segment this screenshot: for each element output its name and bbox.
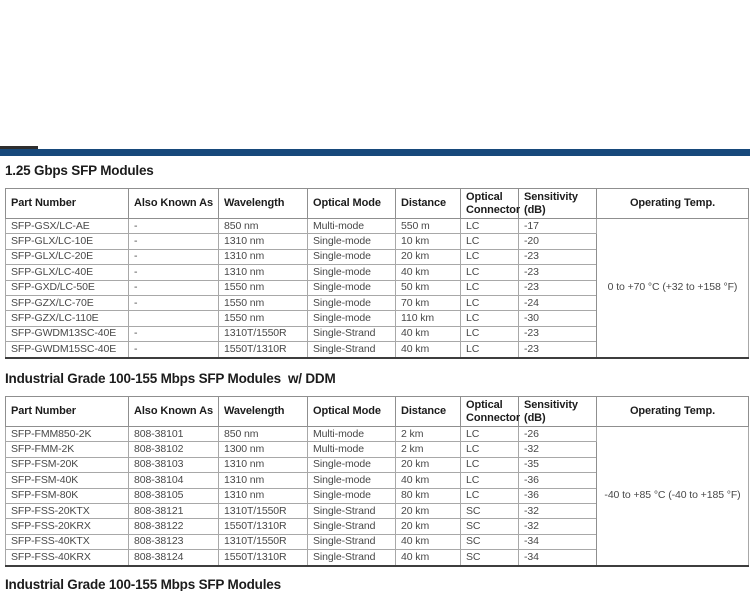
table-cell: - bbox=[129, 295, 219, 310]
table-cell: 850 nm bbox=[219, 219, 308, 234]
column-header: Part Number bbox=[6, 397, 129, 427]
table-cell: 550 m bbox=[396, 219, 461, 234]
table-cell: 1300 nm bbox=[219, 442, 308, 457]
table-cell: 1310T/1550R bbox=[219, 503, 308, 518]
table-cell: Single-mode bbox=[308, 265, 396, 280]
table-row bbox=[6, 427, 749, 442]
table-cell: LC bbox=[461, 326, 519, 341]
table-cell: Single-Strand bbox=[308, 503, 396, 518]
table-cell: 2 km bbox=[396, 427, 461, 442]
table-cell: Single-Strand bbox=[308, 550, 396, 566]
table-cell: LC bbox=[461, 311, 519, 326]
table-cell: - bbox=[129, 234, 219, 249]
table-cell: 10 km bbox=[396, 234, 461, 249]
column-header: Operating Temp. bbox=[597, 189, 749, 219]
column-header: Part Number bbox=[6, 189, 129, 219]
table-cell: -34 bbox=[519, 534, 597, 549]
table-cell: SFP-FMM-2K bbox=[6, 442, 129, 457]
table-cell: Single-Strand bbox=[308, 519, 396, 534]
table-cell: -32 bbox=[519, 503, 597, 518]
table-cell: SC bbox=[461, 519, 519, 534]
table-cell: LC bbox=[461, 427, 519, 442]
table-cell: 808-38121 bbox=[129, 503, 219, 518]
table-cell: -23 bbox=[519, 326, 597, 341]
table-cell: 1310T/1550R bbox=[219, 326, 308, 341]
table-cell: 808-38123 bbox=[129, 534, 219, 549]
table-cell: 808-38103 bbox=[129, 457, 219, 472]
table-cell: 1550T/1310R bbox=[219, 519, 308, 534]
table-cell: -36 bbox=[519, 488, 597, 503]
table-cell: - bbox=[129, 265, 219, 280]
operating-temp-cell: 0 to +70 °C (+32 to +158 °F) bbox=[597, 219, 749, 358]
table-row bbox=[6, 219, 749, 234]
table-cell: 808-38104 bbox=[129, 473, 219, 488]
table-cell: 20 km bbox=[396, 519, 461, 534]
table-cell: LC bbox=[461, 442, 519, 457]
table-cell: Multi-mode bbox=[308, 219, 396, 234]
table-cell: 1310 nm bbox=[219, 249, 308, 264]
table-cell: -17 bbox=[519, 219, 597, 234]
table-cell: 808-38124 bbox=[129, 550, 219, 566]
table-cell: 40 km bbox=[396, 342, 461, 358]
table-cell: Single-Strand bbox=[308, 326, 396, 341]
table-cell: 1550T/1310R bbox=[219, 342, 308, 358]
column-header: Wavelength bbox=[219, 397, 308, 427]
table-cell: LC bbox=[461, 342, 519, 358]
table-cell: 70 km bbox=[396, 295, 461, 310]
table-cell: 1550 nm bbox=[219, 311, 308, 326]
table-cell: 808-38101 bbox=[129, 427, 219, 442]
table-cell: 20 km bbox=[396, 503, 461, 518]
table-cell: Multi-mode bbox=[308, 427, 396, 442]
column-header: Distance bbox=[396, 397, 461, 427]
header-row bbox=[6, 397, 749, 427]
table-cell: Single-mode bbox=[308, 280, 396, 295]
table-cell: SFP-FSS-20KTX bbox=[6, 503, 129, 518]
table-cell: SFP-FSS-40KTX bbox=[6, 534, 129, 549]
sfp-modules-table-125gbps bbox=[5, 188, 749, 359]
column-header: Optical Connector bbox=[461, 397, 519, 427]
table-cell: SFP-GLX/LC-10E bbox=[6, 234, 129, 249]
table-cell: Multi-mode bbox=[308, 442, 396, 457]
table-cell: 40 km bbox=[396, 550, 461, 566]
operating-temp-cell: -40 to +85 °C (-40 to +185 °F) bbox=[597, 427, 749, 566]
table-cell: 1310 nm bbox=[219, 265, 308, 280]
table-cell: Single-mode bbox=[308, 234, 396, 249]
table-cell: SFP-FSM-40K bbox=[6, 473, 129, 488]
column-header: Optical Mode bbox=[308, 189, 396, 219]
column-header: Operating Temp. bbox=[597, 397, 749, 427]
section-title-125gbps-sfp-modules: 1.25 Gbps SFP Modules bbox=[5, 163, 154, 178]
table-cell: 110 km bbox=[396, 311, 461, 326]
table-cell: 850 nm bbox=[219, 427, 308, 442]
table-cell: SFP-GZX/LC-110E bbox=[6, 311, 129, 326]
column-header: Also Known As bbox=[129, 397, 219, 427]
table-cell bbox=[129, 311, 219, 326]
column-header: Sensitivity (dB) bbox=[519, 397, 597, 427]
table-cell: LC bbox=[461, 265, 519, 280]
table-cell: LC bbox=[461, 219, 519, 234]
table-cell: 808-38105 bbox=[129, 488, 219, 503]
table-cell: -23 bbox=[519, 342, 597, 358]
table-cell: 1310T/1550R bbox=[219, 534, 308, 549]
column-header: Distance bbox=[396, 189, 461, 219]
table-cell: LC bbox=[461, 457, 519, 472]
table-cell: - bbox=[129, 219, 219, 234]
table-cell: Single-mode bbox=[308, 249, 396, 264]
table-cell: LC bbox=[461, 488, 519, 503]
table-cell: 50 km bbox=[396, 280, 461, 295]
table-cell: SFP-GLX/LC-40E bbox=[6, 265, 129, 280]
table-cell: SFP-FSM-80K bbox=[6, 488, 129, 503]
table-cell: SFP-GXD/LC-50E bbox=[6, 280, 129, 295]
table-cell: 808-38102 bbox=[129, 442, 219, 457]
table-cell: SFP-FSM-20K bbox=[6, 457, 129, 472]
table-cell: Single-mode bbox=[308, 457, 396, 472]
table-cell: 1310 nm bbox=[219, 457, 308, 472]
table-cell: 2 km bbox=[396, 442, 461, 457]
column-header: Also Known As bbox=[129, 189, 219, 219]
table-cell: Single-mode bbox=[308, 311, 396, 326]
table-cell: 1550 nm bbox=[219, 280, 308, 295]
table-cell: SC bbox=[461, 503, 519, 518]
column-header: Optical Mode bbox=[308, 397, 396, 427]
table-cell: -35 bbox=[519, 457, 597, 472]
table-cell: Single-Strand bbox=[308, 342, 396, 358]
table-cell: 20 km bbox=[396, 249, 461, 264]
table-cell: -30 bbox=[519, 311, 597, 326]
table-cell: Single-mode bbox=[308, 473, 396, 488]
table-cell: LC bbox=[461, 249, 519, 264]
table-cell: -24 bbox=[519, 295, 597, 310]
table-cell: Single-mode bbox=[308, 488, 396, 503]
table-cell: -32 bbox=[519, 519, 597, 534]
column-header: Wavelength bbox=[219, 189, 308, 219]
table-cell: 808-38122 bbox=[129, 519, 219, 534]
table-cell: -23 bbox=[519, 265, 597, 280]
table-cell: 20 km bbox=[396, 457, 461, 472]
table-cell: SFP-GLX/LC-20E bbox=[6, 249, 129, 264]
table-cell: 1310 nm bbox=[219, 234, 308, 249]
table-cell: SFP-FMM850-2K bbox=[6, 427, 129, 442]
table-cell: -26 bbox=[519, 427, 597, 442]
table-cell: 1550 nm bbox=[219, 295, 308, 310]
section-divider-bar bbox=[0, 149, 750, 156]
column-header: Sensitivity (dB) bbox=[519, 189, 597, 219]
table-cell: 40 km bbox=[396, 534, 461, 549]
table-cell: LC bbox=[461, 473, 519, 488]
table-cell: SFP-GWDM15SC-40E bbox=[6, 342, 129, 358]
table-cell: Single-mode bbox=[308, 295, 396, 310]
table-cell: 40 km bbox=[396, 326, 461, 341]
section-title-industrial-sfp-cropped: Industrial Grade 100-155 Mbps SFP Modules bbox=[5, 577, 281, 591]
table-cell: SC bbox=[461, 550, 519, 566]
table-cell: SFP-GSX/LC-AE bbox=[6, 219, 129, 234]
table-cell: -20 bbox=[519, 234, 597, 249]
column-header: Optical Connector bbox=[461, 189, 519, 219]
table-cell: SFP-FSS-20KRX bbox=[6, 519, 129, 534]
table-cell: LC bbox=[461, 295, 519, 310]
header-row bbox=[6, 189, 749, 219]
table-cell: -23 bbox=[519, 280, 597, 295]
table-cell: 40 km bbox=[396, 473, 461, 488]
table-cell: SFP-FSS-40KRX bbox=[6, 550, 129, 566]
table-cell: - bbox=[129, 280, 219, 295]
table-cell: Single-Strand bbox=[308, 534, 396, 549]
section-title-industrial-sfp-ddm: Industrial Grade 100-155 Mbps SFP Modules w/ DDM bbox=[5, 371, 336, 386]
table-cell: LC bbox=[461, 234, 519, 249]
table-cell: SC bbox=[461, 534, 519, 549]
table-cell: -36 bbox=[519, 473, 597, 488]
sfp-modules-table-industrial-ddm bbox=[5, 396, 749, 567]
table-cell: 40 km bbox=[396, 265, 461, 280]
table-cell: 1310 nm bbox=[219, 473, 308, 488]
table-cell: 80 km bbox=[396, 488, 461, 503]
table-cell: -34 bbox=[519, 550, 597, 566]
table-cell: SFP-GZX/LC-70E bbox=[6, 295, 129, 310]
table-cell: -32 bbox=[519, 442, 597, 457]
table-cell: LC bbox=[461, 280, 519, 295]
table-cell: - bbox=[129, 342, 219, 358]
table-cell: - bbox=[129, 326, 219, 341]
table-cell: -23 bbox=[519, 249, 597, 264]
table-cell: SFP-GWDM13SC-40E bbox=[6, 326, 129, 341]
table-cell: - bbox=[129, 249, 219, 264]
table-cell: 1310 nm bbox=[219, 488, 308, 503]
table-cell: 1550T/1310R bbox=[219, 550, 308, 566]
